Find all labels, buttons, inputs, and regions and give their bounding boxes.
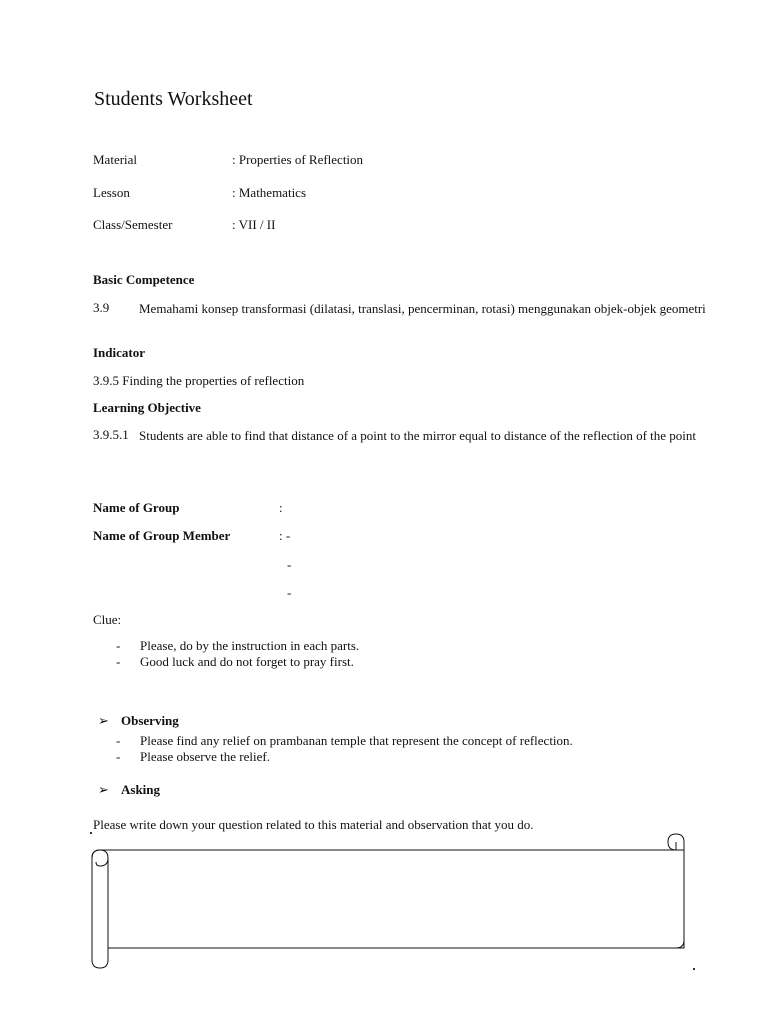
- basic-competence-text: Memahami konsep transformasi (dilatasi, translasi, pencerminan, rotasi) menggunakan objek-objek geometri: [139, 301, 706, 316]
- indicator-heading: Indicator: [93, 345, 145, 360]
- bullet-dash: -: [116, 638, 121, 653]
- observing-item-text: Please observe the relief.: [140, 749, 270, 764]
- arrow-bullet-icon: ➢: [98, 713, 109, 728]
- answer-scroll-box[interactable]: [84, 828, 700, 974]
- group-member-row: [93, 528, 290, 544]
- clue-heading: Clue:: [93, 612, 122, 627]
- clue-item-text: Please, do by the instruction in each parts.: [140, 638, 360, 653]
- basic-competence-number: 3.9: [93, 300, 110, 315]
- info-value: : VII / II: [232, 217, 276, 232]
- asking-heading: [98, 782, 160, 798]
- group-name-row: [93, 500, 283, 516]
- info-value: : Mathematics: [232, 185, 307, 200]
- indicator-text: 3.9.5 Finding the properties of reflection: [93, 373, 305, 388]
- bullet-dash: -: [116, 654, 121, 669]
- page-title: Students Worksheet: [94, 88, 253, 110]
- info-label: Material: [93, 152, 138, 167]
- arrow-bullet-icon: ➢: [98, 782, 109, 797]
- asking-heading-text: Asking: [121, 782, 161, 797]
- learning-objective-number: 3.9.5.1: [93, 427, 129, 442]
- basic-competence-heading: Basic Competence: [93, 272, 195, 287]
- group-member-dash: -: [287, 585, 292, 600]
- group-member-dash: -: [287, 557, 292, 572]
- info-label: Lesson: [93, 185, 130, 200]
- observing-item-text: Please find any relief on prambanan temple that represent the concept of reflection.: [140, 733, 573, 748]
- info-value: : Properties of Reflection: [232, 152, 364, 167]
- info-row-class: [93, 217, 275, 233]
- bullet-dash: -: [116, 733, 121, 748]
- group-member-value: : -: [279, 528, 291, 543]
- observing-heading-text: Observing: [121, 713, 179, 728]
- clue-item-text: Good luck and do not forget to pray first.: [140, 654, 354, 669]
- group-member-label: Name of Group Member: [93, 528, 231, 543]
- stray-dot: [693, 968, 695, 970]
- group-name-value: :: [279, 500, 283, 515]
- learning-objective-text: Students are able to find that distance of a point to the mirror equal to distance of the reflection of the point: [139, 428, 697, 443]
- info-label: Class/Semester: [93, 217, 173, 232]
- asking-instruction: Please write down your question related to this material and observation that you do.: [93, 817, 534, 832]
- group-name-label: Name of Group: [93, 500, 180, 515]
- observing-heading: [98, 713, 179, 729]
- info-row-material: [93, 152, 363, 168]
- bullet-dash: -: [116, 749, 121, 764]
- info-row-lesson: [93, 185, 306, 201]
- stray-dot: [90, 832, 92, 834]
- learning-objective-heading: Learning Objective: [93, 400, 201, 415]
